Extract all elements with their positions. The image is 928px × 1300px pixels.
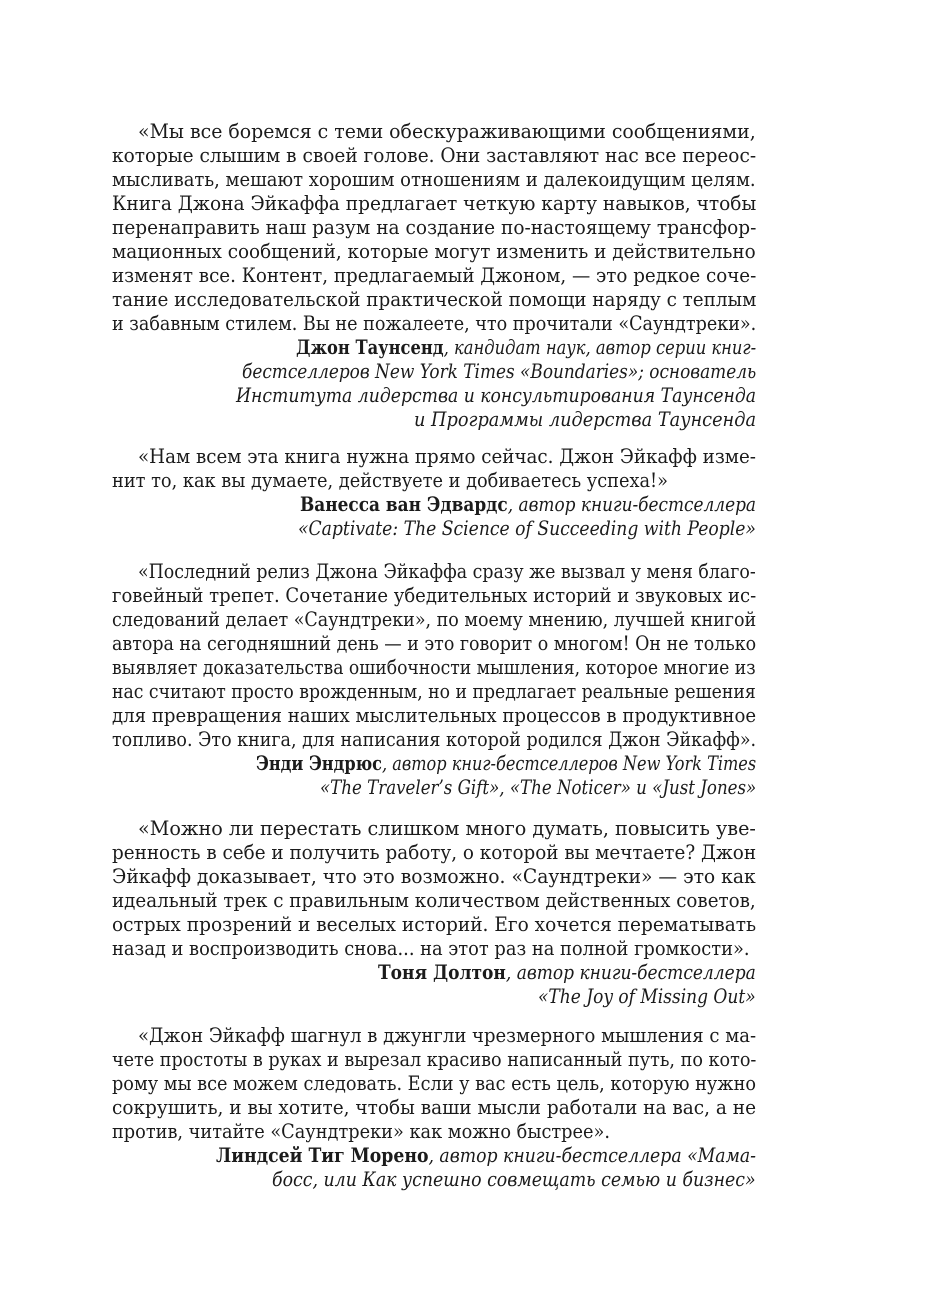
quote-line: перенаправить наш разум на создание по-настоящему трансфор- xyxy=(112,215,757,239)
attribution-line xyxy=(378,962,756,982)
author-name: Ванесса ван Эдвардс xyxy=(300,492,508,516)
quote-line: ренность в себе и получить работу, о которой вы мечтаете? Джон xyxy=(112,840,757,864)
quote-line: Эйкафф доказывает, что это возможно. «Саундтреки» — это как xyxy=(112,864,756,888)
author-credit: , автор книги-бестселлера xyxy=(507,492,757,516)
quote-line: мысливать, мешают хорошим отношениям и далекоидущим целям. xyxy=(112,167,756,191)
quote-line: для превращения наших мыслительных процессов в продуктивное xyxy=(112,703,757,727)
quote-line: следований делает «Саундтреки», по моему мнению, лучшей книгой xyxy=(112,607,757,631)
author-credit: , автор книг-бестселлеров New York Times xyxy=(382,751,757,775)
quote-line: тание исследовательской практической помощи наряду с теплым xyxy=(112,287,757,311)
author-credit: , кандидат наук, автор серии книг- xyxy=(443,335,757,359)
attribution-line: «Captivate: The Science of Succeeding with People» xyxy=(298,516,756,540)
attribution-line: бестселлеров New York Times «Boundaries»; основатель xyxy=(242,359,757,383)
attribution-line: босс, или Как успешно совмещать семью и бизнес» xyxy=(272,1167,756,1191)
author-credit: , автор книги-бестселлера xyxy=(505,960,756,984)
author-name: Джон Таунсенд xyxy=(296,335,444,359)
quote-line: «Последний релиз Джона Эйкаффа сразу же вызвал у меня благо- xyxy=(138,559,756,583)
attribution-line xyxy=(256,753,756,773)
quote-line: «Мы все боремся с теми обескураживающими сообщениями, xyxy=(138,119,756,143)
quote-line: выявляет доказательства ошибочности мышления, которое многие из xyxy=(112,655,756,679)
quote-line: «Джон Эйкафф шагнул в джунгли чрезмерного мышления с ма- xyxy=(138,1023,757,1047)
attribution-line: «The Traveler’s Gift», «The Noticer» и «Just Jones» xyxy=(320,775,757,799)
quote-line: идеальный трек с правильным количеством действенных советов, xyxy=(112,888,756,912)
quote-line: Книга Джона Эйкаффа предлагает четкую карту навыков, чтобы xyxy=(112,191,757,215)
quote-line: сокрушить, и вы хотите, чтобы ваши мысли работали на вас, а не xyxy=(112,1095,757,1119)
author-name: Тоня Долтон xyxy=(378,960,506,984)
quote-line: «Можно ли перестать слишком много думать, повысить уве- xyxy=(138,816,756,840)
quote-line: против, читайте «Саундтреки» как можно быстрее». xyxy=(112,1119,610,1143)
attribution-line xyxy=(216,1145,756,1165)
attribution-line: «The Joy of Missing Out» xyxy=(538,984,756,1008)
quote-line: «Нам всем эта книга нужна прямо сейчас. Джон Эйкафф изме- xyxy=(138,444,756,468)
quote-line: топливо. Это книга, для написания которой родился Джон Эйкафф». xyxy=(112,727,757,751)
attribution-line xyxy=(300,494,756,514)
quote-line: мационных сообщений, которые могут изменить и действительно xyxy=(112,239,756,263)
quote-line: которые слышим в своей голове. Они заставляют нас все переос- xyxy=(112,143,757,167)
quote-line: назад и воспроизводить снова... на этот раз на полной громкости». xyxy=(112,936,750,960)
author-credit: , автор книги-бестселлера «Мама- xyxy=(428,1143,757,1167)
quote-line: и забавным стилем. Вы не пожалеете, что прочитали «Саундтреки». xyxy=(112,311,757,335)
quote-line: нас считают просто врожденным, но и предлагает реальные решения xyxy=(112,679,756,703)
quote-line: автора на сегодняшний день — и это говорит о многом! Он не только xyxy=(112,631,757,655)
quote-line: нит то, как вы думаете, действуете и добиваетесь успеха!» xyxy=(112,468,669,492)
attribution-line xyxy=(296,337,756,357)
author-name: Энди Эндрюс xyxy=(256,751,383,775)
quote-line: рому мы все можем следовать. Если у вас есть цель, которую нужно xyxy=(112,1071,756,1095)
author-name: Линдсей Тиг Морено xyxy=(216,1143,429,1167)
quote-line: чете простоты в руках и вырезал красиво написанный путь, по кото- xyxy=(112,1047,757,1071)
quote-line: острых прозрений и веселых историй. Его хочется перематывать xyxy=(112,912,757,936)
attribution-line: и Программы лидерства Таунсенда xyxy=(414,407,757,431)
attribution-line: Института лидерства и консультирования Таунсенда xyxy=(236,383,757,407)
quote-line: изменят все. Контент, предлагаемый Джоном, — это редкое соче- xyxy=(112,263,757,287)
quote-line: говейный трепет. Сочетание убедительных историй и звуковых ис- xyxy=(112,583,757,607)
